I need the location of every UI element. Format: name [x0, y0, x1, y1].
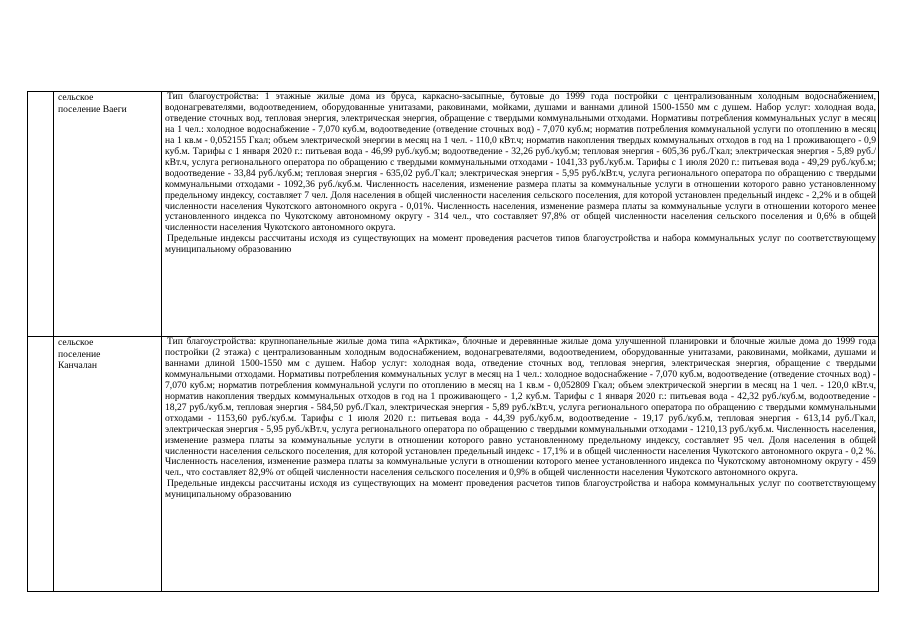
table-row	[28, 337, 879, 592]
settlement-name-cell	[54, 92, 162, 337]
settlements-table	[27, 91, 879, 592]
description-cell	[162, 337, 879, 592]
settlement-name-line: сельское	[58, 337, 94, 348]
settlement-name-cell	[54, 337, 162, 592]
row-number-cell	[28, 92, 54, 337]
description-cell	[162, 92, 879, 337]
description-paragraph: Тип благоустройства: крупнопанельные жилые дома типа «Арктика», блочные и деревянные жилые дома улучшенной планировки и блочные жилые дома до 1999 года постройки (2 этажа) с централизованным холодным водоснабжением, водонагревателями, водоотведением, оборудованные унитазами, раковинами, мойками, душами и ваннами длиной 1500-1550 мм с душем. Набор услуг: холодная вода, отведение сточных вод, тепловая энергия, электрическая энергия, обращение с твердыми коммунальными отходами. Нормативы потребления коммунальных услуг в месяц на 1 чел.: холодное водоснабжение - 7,070 куб.м, водоотведение (отведение сточных вод) - 7,070 куб.м; норматив потребления коммунальной услуги по отоплению в месяц на 1 кв.м - 0,052809 Гкал; объем электрической энергии в месяц на 1 чел. - 120,0 кВт.ч, норматив накопления твердых коммунальных отходов в год на 1 проживающего - 1,2 куб.м. Тарифы с 1 января 2020 г.: питьевая вода - 42,32 руб./куб.м, водоотведение - 18,27 руб./куб.м, тепловая энергия - 584,50 руб./Гкал, электрическая энергия - 5,89 руб./кВт.ч, услуга регионального оператора по обращению с твердыми коммунальными отходами - 1153,60 руб./куб.м. Тарифы с 1 июля 2020 г.: питьевая вода - 44,39 руб./куб.м, водоотведение - 19,17 руб./куб.м, тепловая энергия - 613,14 руб./Гкал, электрическая энергия - 5,95 руб./кВт.ч, услуга регионального оператора по обращению с твердыми коммунальными отходами - 1210,13 руб./куб.м. Численность населения, изменение размера платы за коммунальные услуги в отношении которого равно установленному предельному индексу, составляет 95 чел. Доля населения в общей численности населения сельского поселения, для которой установлен предельный индекс - 17,1% и в общей численности населения Чукотского автономного округа - 0,2 %. Численность населения, изменение размера платы за коммунальные услуги в отношении которого менее установленного индекса по Чукотскому автономному округу - 459 чел., что составляет 82,9% от общей численности населения сельского поселения и 0,9% в общей численности населения Чукотского автономного округа.	[165, 336, 876, 479]
note-paragraph: Предельные индексы рассчитаны исходя из существующих на момент проведения расчетов типов благоустройства и набора коммунальных услуг по соответствующему муниципальному образованию	[165, 233, 876, 256]
row-number-cell	[28, 337, 54, 592]
note-paragraph: Предельные индексы рассчитаны исходя из существующих на момент проведения расчетов типов благоустройства и набора коммунальных услуг по соответствующему муниципальному образованию	[165, 478, 876, 501]
settlement-name-line: поселение Ваеги	[58, 103, 127, 115]
settlement-name-line: сельское	[58, 92, 94, 103]
description-paragraph: Тип благоустройства: 1 этажные жилые дома из бруса, каркасно-засыпные, бутовые до 1999 года постройки с централизованным холодным водоснабжением, водонагревателями, водоотведением, оборудованные унитазами, раковинами, мойками, душами и ваннами длиной 1500-1550 мм с душем. Набор услуг: холодная вода, отведение сточных вод, тепловая энергия, электрическая энергия, обращение с твердыми коммунальными отходами. Нормативы потребления коммунальных услуг в месяц на 1 чел.: холодное водоснабжение - 7,070 куб.м, водоотведение (отведение сточных вод) - 7,070 куб.м; норматив потребления коммунальной услуги по отоплению в месяц на 1 кв.м - 0,052155 Гкал; объем электрической энергии в месяц на 1 чел. - 110,0 кВт.ч; норматив накопления твердых коммунальных отходов в год на 1 проживающего - 0,9 куб.м. Тарифы с 1 января 2020 г.: питьевая вода - 46,99 руб./куб.м; водоотведение - 32,26 руб./куб.м; тепловая энергия - 605,36 руб./Гкал; электрическая энергия - 5,89 руб./кВт.ч, услуга регионального оператора по обращению с твердыми коммунальными отходами - 1041,33 руб./куб.м. Тарифы с 1 июля 2020 г.: питьевая вода - 49,29 руб./куб.м; водоотведение - 33,84 руб./куб.м; тепловая энергия - 635,02 руб./Гкал; электрическая энергия - 5,95 руб./кВт.ч, услуга регионального оператора по обращению с твердыми коммунальными отходами - 1092,36 руб./куб.м. Численность населения, изменение размера платы за коммунальные услуги в отношении которого равно установленному предельному индексу, составляет 7 чел. Доля населения в общей численности населения сельского поселения, для которой установлен предельный индекс - 2,2% и в общей численности населения Чукотского автономного округа - 0,01%. Численность населения, изменение размера платы за коммунальные услуги в отношении которого менее установленного индекса по Чукотскому автономному округу - 314 чел., что составляет 97,8% от общей численности населения сельского поселения и 0,6% в общей численности населения Чукотского автономного округа.	[165, 91, 876, 234]
settlement-name-line: поселение	[58, 348, 101, 360]
settlement-name-line: Канчалан	[58, 360, 98, 371]
table-row	[28, 92, 879, 337]
